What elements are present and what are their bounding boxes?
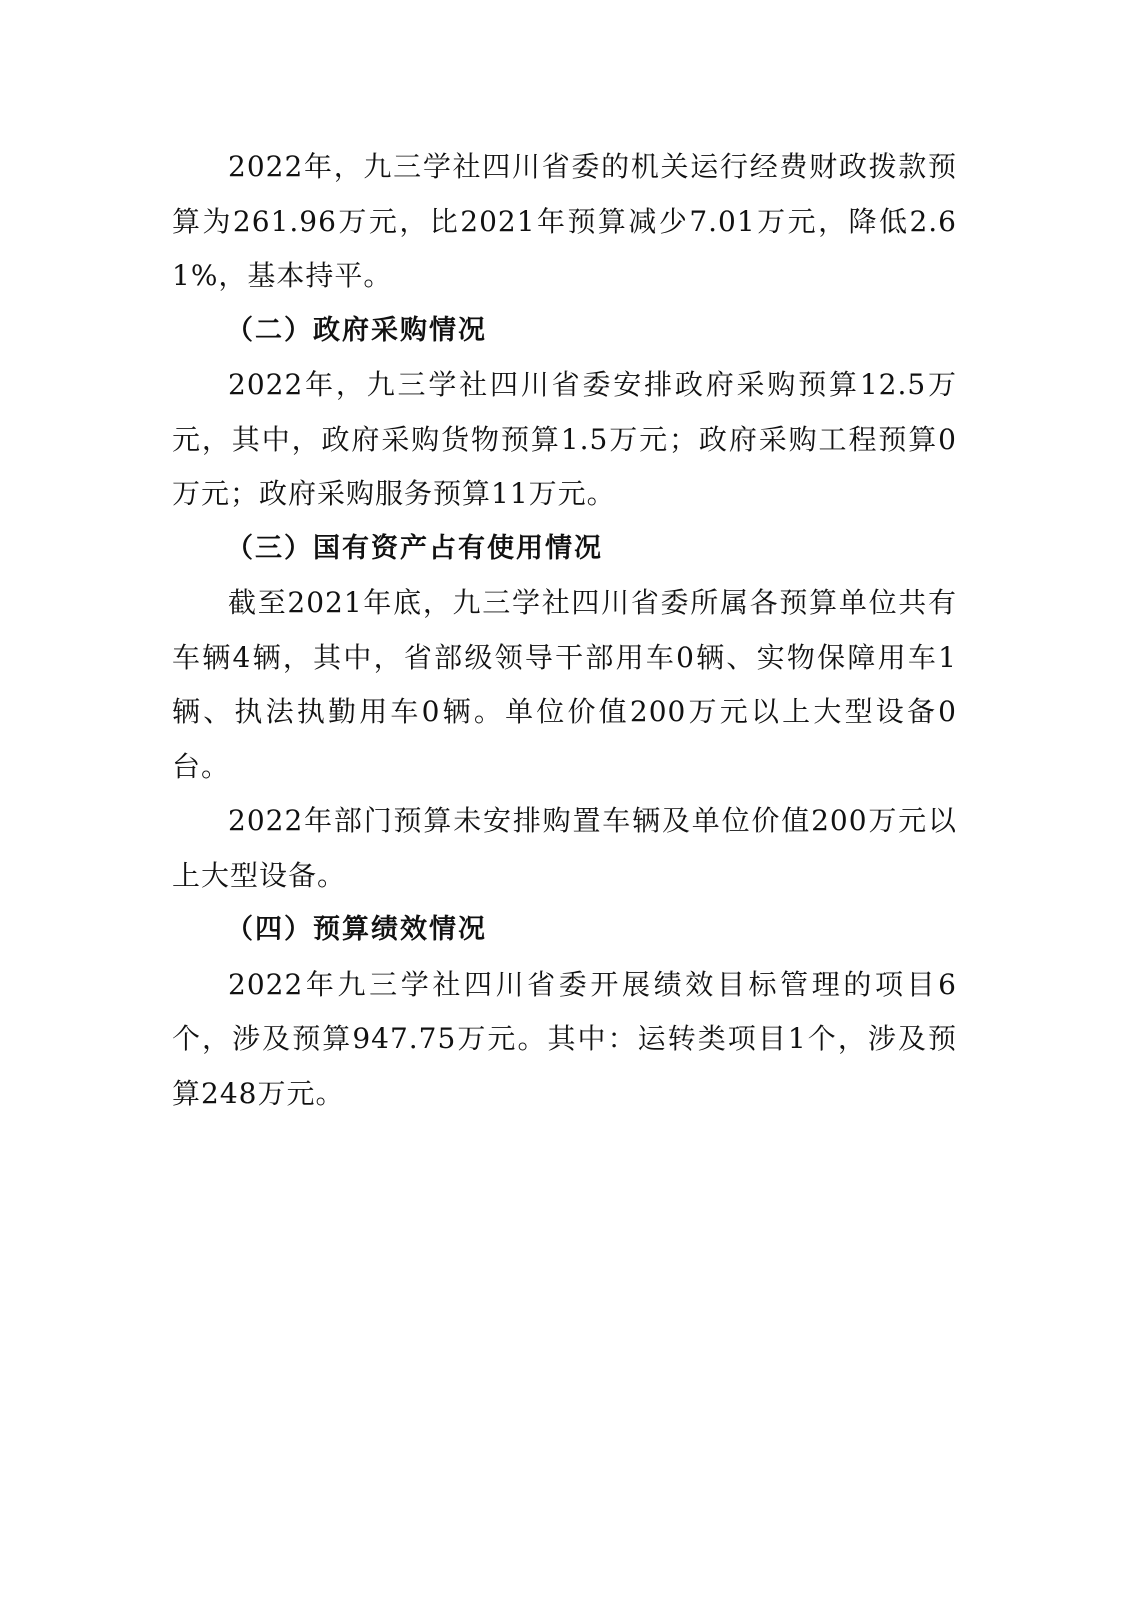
heading-government-procurement: （二）政府采购情况 (226, 314, 487, 346)
paragraph-government-procurement: 2022年，九三学社四川省委安排政府采购预算12.5万元，其中，政府采购货物预算1.5万元；政府采购工程预算0万元；政府采购服务预算11万元。 (172, 368, 957, 510)
document-body (172, 140, 957, 1121)
paragraph-budget-performance: 2022年九三学社四川省委开展绩效目标管理的项目6个，涉及预算947.75万元。其中：运转类项目1个，涉及预算248万元。 (172, 967, 957, 1110)
paragraph-state-owned-assets: 截至2021年底，九三学社四川省委所属各预算单位共有车辆4辆，其中，省部级领导干部用车0辆、实物保障用车1辆、执法执勤用车0辆。单位价值200万元以上大型设备0台。 (172, 586, 957, 783)
paragraph-operating-expenses: 2022年，九三学社四川省委的机关运行经费财政拨款预算为261.96万元，比2021年预算减少7.01万元，降低2.61%，基本持平。 (172, 150, 957, 292)
paragraph-no-vehicle-purchase: 2022年部门预算未安排购置车辆及单位价值200万元以上大型设备。 (172, 804, 957, 892)
heading-state-owned-assets: （三）国有资产占有使用情况 (226, 532, 603, 564)
heading-budget-performance: （四）预算绩效情况 (226, 914, 487, 945)
